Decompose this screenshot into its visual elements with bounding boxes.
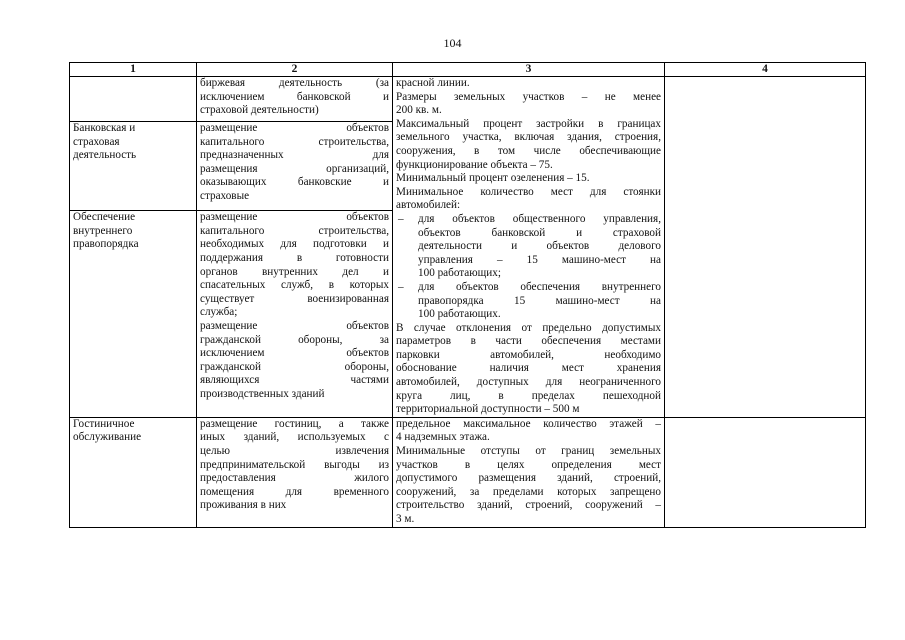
text-line: необходимых для подготовки и xyxy=(200,238,389,251)
text-line: автомобилей: xyxy=(396,199,461,212)
text-line: гражданской обороны, за xyxy=(200,333,389,346)
text-line: существует военизированная xyxy=(200,292,389,305)
text-line: для объектов общественного управления, xyxy=(418,212,661,225)
text-line: 100 работающих; xyxy=(418,267,501,280)
text-line: помещения для временного xyxy=(200,485,389,498)
text-line: правопорядка xyxy=(73,238,139,251)
text-line: для объектов обеспечения внутреннего xyxy=(418,280,661,293)
text-line: служба; xyxy=(200,306,238,319)
list-item xyxy=(396,281,661,322)
use-description-cell xyxy=(197,211,393,418)
text-line: страховой деятельности) xyxy=(200,104,319,117)
table-header-row xyxy=(70,63,866,77)
text-line: парковки автомобилей, необходимо xyxy=(396,348,661,361)
notes-cell xyxy=(665,77,866,418)
use-type-cell xyxy=(70,211,197,418)
text-line: круга лиц, в пределах пешеходной xyxy=(396,389,661,402)
parameters-cell xyxy=(393,77,665,418)
text-line: Обеспечение xyxy=(73,211,136,224)
header-col-1: 1 xyxy=(70,63,197,77)
text-line: автомобилей, доступных для неограниченного xyxy=(396,376,661,389)
text-line: функционирование объекта – 75. xyxy=(396,158,553,171)
text-line: красной линии. xyxy=(396,77,470,89)
text-line: гражданской обороны, xyxy=(200,360,389,373)
text-line: сооружений, за пределами которых запрещено xyxy=(396,485,661,498)
dash-bullet: – xyxy=(398,280,404,293)
text-line: предельное максимальное количество этажей – xyxy=(396,417,661,430)
text-line: участков в целях определения мест xyxy=(396,458,661,471)
text-line: страховые xyxy=(200,190,250,203)
text-line: размещение гостиниц, а также xyxy=(200,417,389,430)
table-row xyxy=(70,417,866,527)
use-type-cell xyxy=(70,77,197,122)
text-line: предоставления жилого xyxy=(200,472,389,485)
text-line: объектов банковской и страховой xyxy=(418,226,661,239)
text-line: целью извлечения xyxy=(200,445,389,458)
use-description-cell xyxy=(197,417,393,527)
text-line: В случае отклонения от предельно допустимых xyxy=(396,321,661,334)
text-line: исключением банковской и xyxy=(200,90,389,103)
use-description-cell xyxy=(197,77,393,122)
text-line: оказывающих банковские и xyxy=(200,176,389,189)
text-line: предназначенных для xyxy=(200,149,389,162)
text-line: капитального строительства, xyxy=(200,224,389,237)
text-line: 4 надземных этажа. xyxy=(396,431,490,444)
text-line: проживания в них xyxy=(200,499,287,512)
text-line: биржевая деятельность (за xyxy=(200,77,389,89)
text-line: иных зданий, используемых с xyxy=(200,431,389,444)
text-line: капитального строительства, xyxy=(200,135,389,148)
text-line: спасательных служб, в которых xyxy=(200,279,389,292)
header-col-2: 2 xyxy=(197,63,393,77)
text-line: допустимого размещения зданий, строений, xyxy=(396,472,661,485)
text-line: деятельность xyxy=(73,149,137,162)
text-line: параметров в части обеспечения местами xyxy=(396,335,661,348)
text-line: производственных зданий xyxy=(200,387,325,400)
text-line: обслуживание xyxy=(73,431,142,444)
text-line: исключением объектов xyxy=(200,347,389,360)
text-line: размещение объектов xyxy=(200,211,389,224)
use-type-cell xyxy=(70,122,197,211)
header-col-3: 3 xyxy=(393,63,665,77)
text-line: Максимальный процент застройки в границах xyxy=(396,117,661,130)
parameters-cell xyxy=(393,417,665,527)
text-line: являющихся частями xyxy=(200,374,389,387)
text-line: размещения организаций, xyxy=(200,162,389,175)
text-line: управления – 15 машино-мест на xyxy=(418,253,661,266)
text-line: страховая xyxy=(73,135,120,148)
use-type-cell xyxy=(70,417,197,527)
text-line: внутреннего xyxy=(73,224,133,237)
text-line: 3 м. xyxy=(396,513,415,525)
text-line: размещение объектов xyxy=(200,122,389,135)
header-col-4: 4 xyxy=(665,63,866,77)
page-number: 104 xyxy=(443,36,462,50)
text-line: Минимальный процент озеленения – 15. xyxy=(396,172,590,185)
text-line: органов внутренних дел и xyxy=(200,265,389,278)
text-line: Размеры земельных участков – не менее xyxy=(396,90,661,103)
text-line: правопорядка 15 машино-мест на xyxy=(418,294,661,307)
text-line: земельного участка, включая здания, строения, xyxy=(396,131,661,144)
text-line: Банковская и xyxy=(73,122,136,135)
list-item xyxy=(396,213,661,281)
text-line: строительство зданий, строений, сооружений – xyxy=(396,499,661,512)
text-line: размещение объектов xyxy=(200,320,389,332)
text-line: обоснование наличия мест хранения xyxy=(396,362,661,375)
use-description-cell xyxy=(197,122,393,211)
text-line: территориальной доступности – 500 м xyxy=(396,403,580,416)
notes-cell xyxy=(665,417,866,527)
zoning-table xyxy=(69,62,866,528)
text-line: сооружения, в том числе обеспечивающие xyxy=(396,144,661,157)
table-row xyxy=(70,77,866,122)
text-line: Гостиничное xyxy=(73,417,135,430)
dash-bullet: – xyxy=(398,212,404,225)
text-line: Минимальное количество мест для стоянки xyxy=(396,185,661,198)
text-line: поддержания в готовности xyxy=(200,252,389,265)
text-line: 200 кв. м. xyxy=(396,104,442,117)
text-line: 100 работающих. xyxy=(418,308,501,321)
text-line: Минимальные отступы от границ земельных xyxy=(396,445,661,458)
text-line: деятельности и объектов делового xyxy=(418,240,661,253)
text-line: предпринимательской выгоды из xyxy=(200,458,389,471)
